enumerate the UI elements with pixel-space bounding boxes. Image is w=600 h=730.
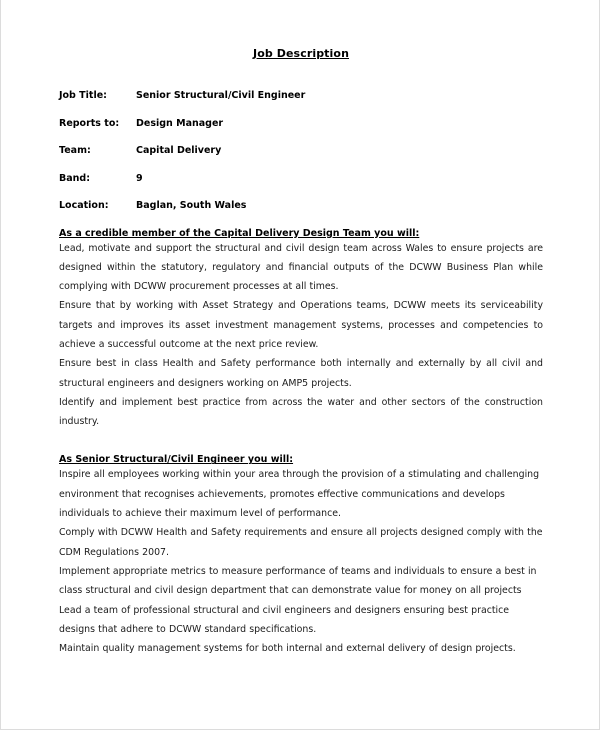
field-label-location: Location: <box>59 200 109 211</box>
paragraph-lead-team: Lead a team of professional structural and civil engineers and designers ensuring best practice designs that adhere to DCWW standard specifications. <box>59 604 510 635</box>
field-row-job-title <box>59 90 543 101</box>
section-heading-senior-engineer: As Senior Structural/Civil Engineer you will: <box>59 454 294 466</box>
section-credible-member <box>59 228 543 432</box>
paragraph-quality-management: Maintain quality management systems for both internal and external delivery of design projects. <box>59 643 516 655</box>
paragraph-best-practice: Identify and implement best practice from across the water and other sectors of the construction industry. <box>59 396 543 428</box>
paragraph-health-safety-amp5: Ensure best in class Health and Safety performance both internally and externally by all civil and structural engineers and designers working on AMP5 projects. <box>59 358 543 389</box>
paragraph-cdm-regulations: Comply with DCWW Health and Safety requirements and ensure all projects designed comply with the CDM Regulations 2007. <box>59 527 543 558</box>
field-value-location: Baglan, South Wales <box>136 200 247 211</box>
document-body <box>59 0 543 658</box>
field-label-team: Team: <box>59 145 91 156</box>
field-value-job-title: Senior Structural/Civil Engineer <box>136 90 306 101</box>
paragraph-lead-motivate: Lead, motivate and support the structural and civil design team across Wales to ensure projects are designed within the statutory, regulatory and financial outputs of the DCWW Business Plan while complying with DCWW procurement processes at all times. <box>59 242 543 293</box>
field-row-location <box>59 200 543 211</box>
page-title: Job Description <box>253 47 349 60</box>
field-label-job-title: Job Title: <box>59 90 107 101</box>
field-row-reports-to <box>59 118 543 129</box>
field-row-team <box>59 145 543 156</box>
field-label-reports-to: Reports to: <box>59 117 120 129</box>
section-senior-engineer <box>59 454 543 658</box>
paragraph-asset-strategy: Ensure that by working with Asset Strategy and Operations teams, DCWW meets its serviceability targets and improves its asset investment management systems, processes and competencies to achieve a successful outcome at the next price review. <box>59 300 543 350</box>
job-details-fields <box>59 90 543 211</box>
field-value-reports-to: Design Manager <box>136 117 224 129</box>
paragraph-inspire-employees: Inspire all employees working within your area through the provision of a stimulating and challenging environment that recognises achievements, promotes effective communications and develops individuals to achieve their maximum level of performance. <box>59 469 540 520</box>
paragraph-metrics: Implement appropriate metrics to measure performance of teams and individuals to ensure a best in class structural and civil design department that can demonstrate value for money on all projects <box>59 565 537 597</box>
field-value-team: Capital Delivery <box>136 145 222 156</box>
field-row-band <box>59 173 543 184</box>
field-value-band: 9 <box>136 172 143 184</box>
section-heading-credible-member: As a credible member of the Capital Delivery Design Team you will: <box>59 227 420 239</box>
field-label-band: Band: <box>59 172 91 184</box>
